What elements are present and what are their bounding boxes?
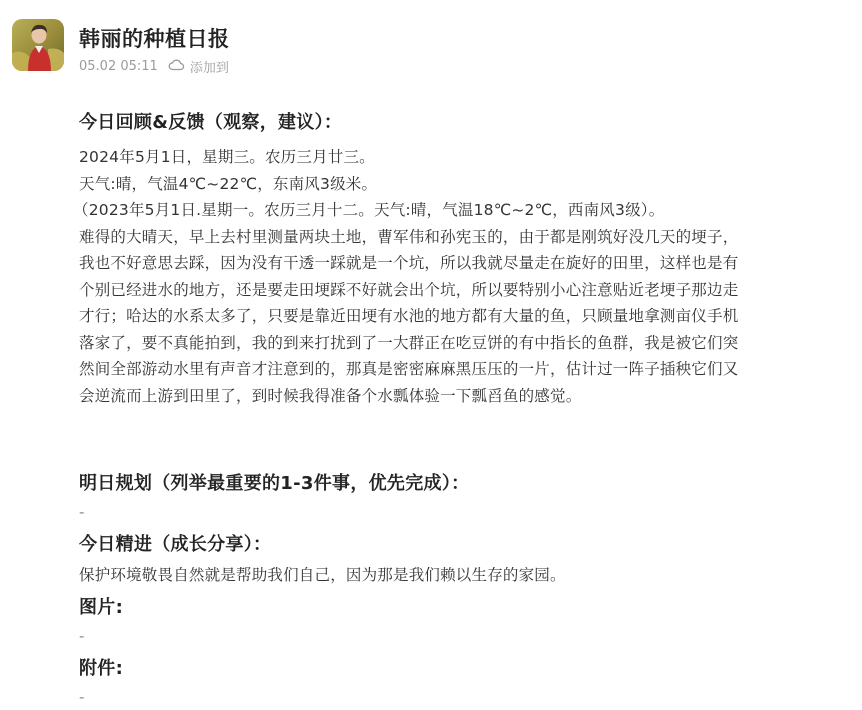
post-date: 05.02 05:11 [79,59,158,74]
growth-value: 保护环境敬畏自然就是帮助我们自己，因为那是我们赖以生存的家园。 [79,566,566,584]
post-header [12,19,852,75]
section-title-review: 今日回顾&反馈（观察，建议）： [79,112,343,133]
post-meta [79,57,229,76]
avatar[interactable] [12,19,64,71]
review-line: 天气:晴，气温4℃~22℃，东南风3级米。 [79,174,378,193]
add-to-button[interactable]: 添加到 [189,61,229,76]
plan-value: - [79,503,85,521]
review-line: 我也不好意思去踩，因为没有干透一踩就是一个坑，所以我就尽量走在旋好的田里，这样也是有 [79,254,739,272]
review-line: 难得的大晴天，早上去村里测量两块土地，曹军伟和孙宪玉的，由于都是刚筑好没几天的埂子， [79,227,739,246]
review-body [73,144,739,409]
review-line: 会逆流而上游到田里了，到时候我得准备个水瓢体验一下瓢舀鱼的感觉。 [79,386,582,405]
review-line: 才行；哈达的水系太多了，只要是靠近田埂有水池的地方都有大量的鱼，只顾量地拿测亩仪手机 [79,307,739,325]
review-line: 落家了，要不真能拍到，我的到来打扰到了一大群正在吃豆饼的有中指长的鱼群，我是被它们突 [79,333,739,352]
section-title-plan: 明日规划（列举最重要的1-3件事，优先完成）： [79,473,470,494]
review-line: 然间全部游动水里有声音才注意到的，那真是密密麻麻黑压压的一片，估计过一阵子插秧它们又 [79,360,739,378]
author-name: 韩丽的种植日报 [79,27,230,51]
section-title-growth: 今日精进（成长分享）： [79,534,272,555]
cloud-icon[interactable] [168,58,185,75]
review-line: 2024年5月1日，星期三。农历三月廿三。 [79,148,375,166]
section-title-attachments: 附件: [79,658,124,679]
images-value: - [79,627,85,645]
review-line: （2023年5月1日.星期一。农历三月十二。天气:晴，气温18℃~2℃，西南风3级）。 [73,201,665,219]
section-title-images: 图片: [79,597,124,618]
review-line: 个别已经进水的地方，还是要走田埂踩不好就会出个坑，所以要特别小心注意贴近老埂子那边走 [79,280,739,299]
attachments-value: - [79,688,85,706]
